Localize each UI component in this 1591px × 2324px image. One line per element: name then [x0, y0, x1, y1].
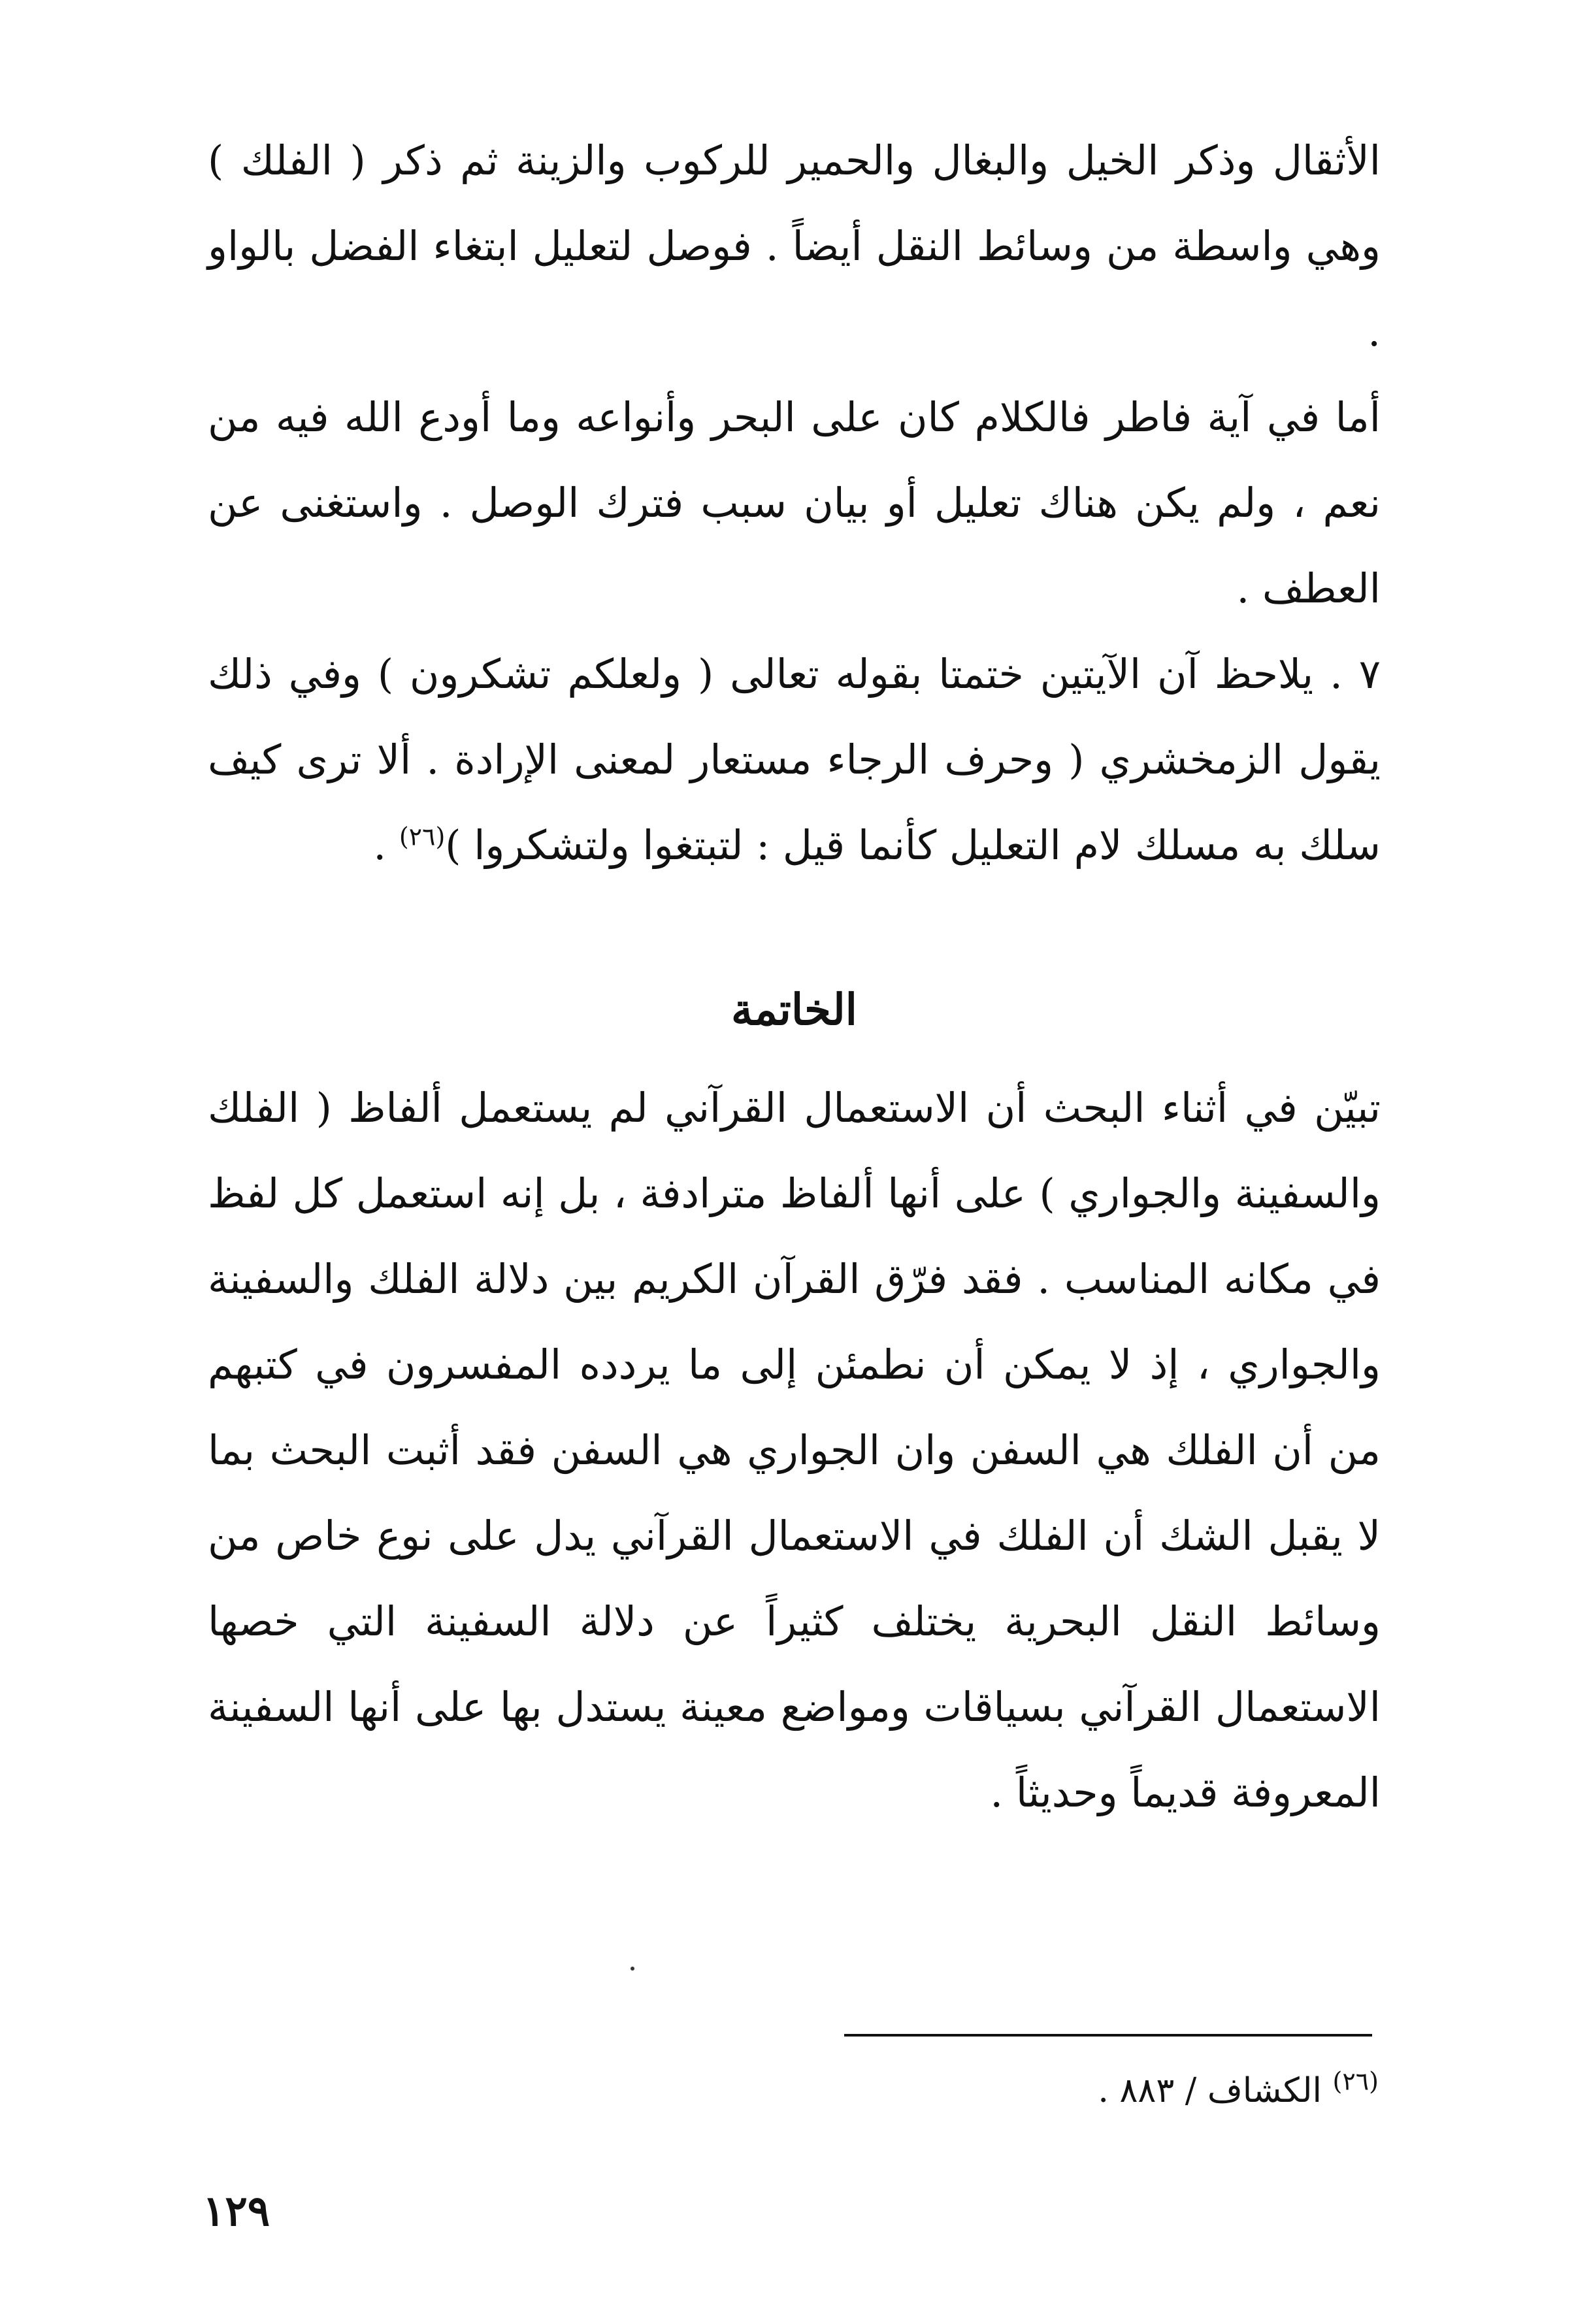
conclusion-section: [208, 1065, 1381, 1835]
footnote-marker: (٢٦): [1332, 2067, 1379, 2096]
conclusion-heading: الخاتمة: [730, 984, 858, 1035]
page-number: ١٢٩: [203, 2187, 271, 2236]
paragraph-zamakhshari-quote: [208, 631, 1381, 888]
footnote-text: الكشاف / ٨٨٣ .: [1098, 2071, 1333, 2110]
quote-closing-period: .: [373, 821, 399, 869]
footnote-divider: [844, 2034, 1372, 2037]
paragraph-falak-wasl: الأثقال وذكر الخيل والبغال والحمير للركوب والزينة ثم ذكر ( الفلك ) وهي واسطة من وسائط النقل أيضاً . فوصل لتعليل ابتغاء الفضل بالواو .: [208, 137, 1381, 355]
footnote-26: [784, 2061, 1379, 2120]
zamakhshari-quote-text: ٧ . يلاحظ آن الآيتين ختمتا بقوله تعالى ( ولعلكم تشكرون ) وفي ذلك يقول الزمخشري ( وحرف الرجاء مستعار لمعنى الإرادة . ألا ترى كيف سلك به مسلك لام التعليل كأنما قيل : لتبتغوا ولتشكروا ): [208, 650, 1381, 869]
paragraph-fatir-verse: أما في آية فاطر فالكلام كان على البحر وأنواعه وما أودع الله فيه من نعم ، ولم يكن هناك تعليل أو بيان سبب فترك الوصل . واستغنى عن العطف .: [208, 393, 1381, 612]
scan-speck: [631, 1967, 634, 1971]
upper-text-section: [208, 118, 1381, 888]
conclusion-paragraph: تبيّن في أثناء البحث أن الاستعمال القرآني لم يستعمل ألفاظ ( الفلك والسفينة والجواري ) على أنها ألفاظ مترادفة ، بل إنه استعمل كل لفظ في مكانه المناسب . فقد فرّق القرآن الكريم بين دلالة الفلك والسفينة والجواري ، إذ لا يمكن أن نطمئن إلى ما يردده المفسرون في كتبهم من أن الفلك هي السفن وان الجواري هي السفن فقد أثبت البحث بما لا يقبل الشك أن الفلك في الاستعمال القرآني يدل على نوع خاص من وسائط النقل البحرية يختلف كثيراً عن دلالة السفينة التي خصها الاستعمال القرآني بسياقات ومواضع معينة يستدل بها على أنها السفينة المعروفة قديماً وحديثاً .: [208, 1084, 1381, 1816]
footnote-reference-26[interactable]: (٢٦): [399, 822, 446, 851]
